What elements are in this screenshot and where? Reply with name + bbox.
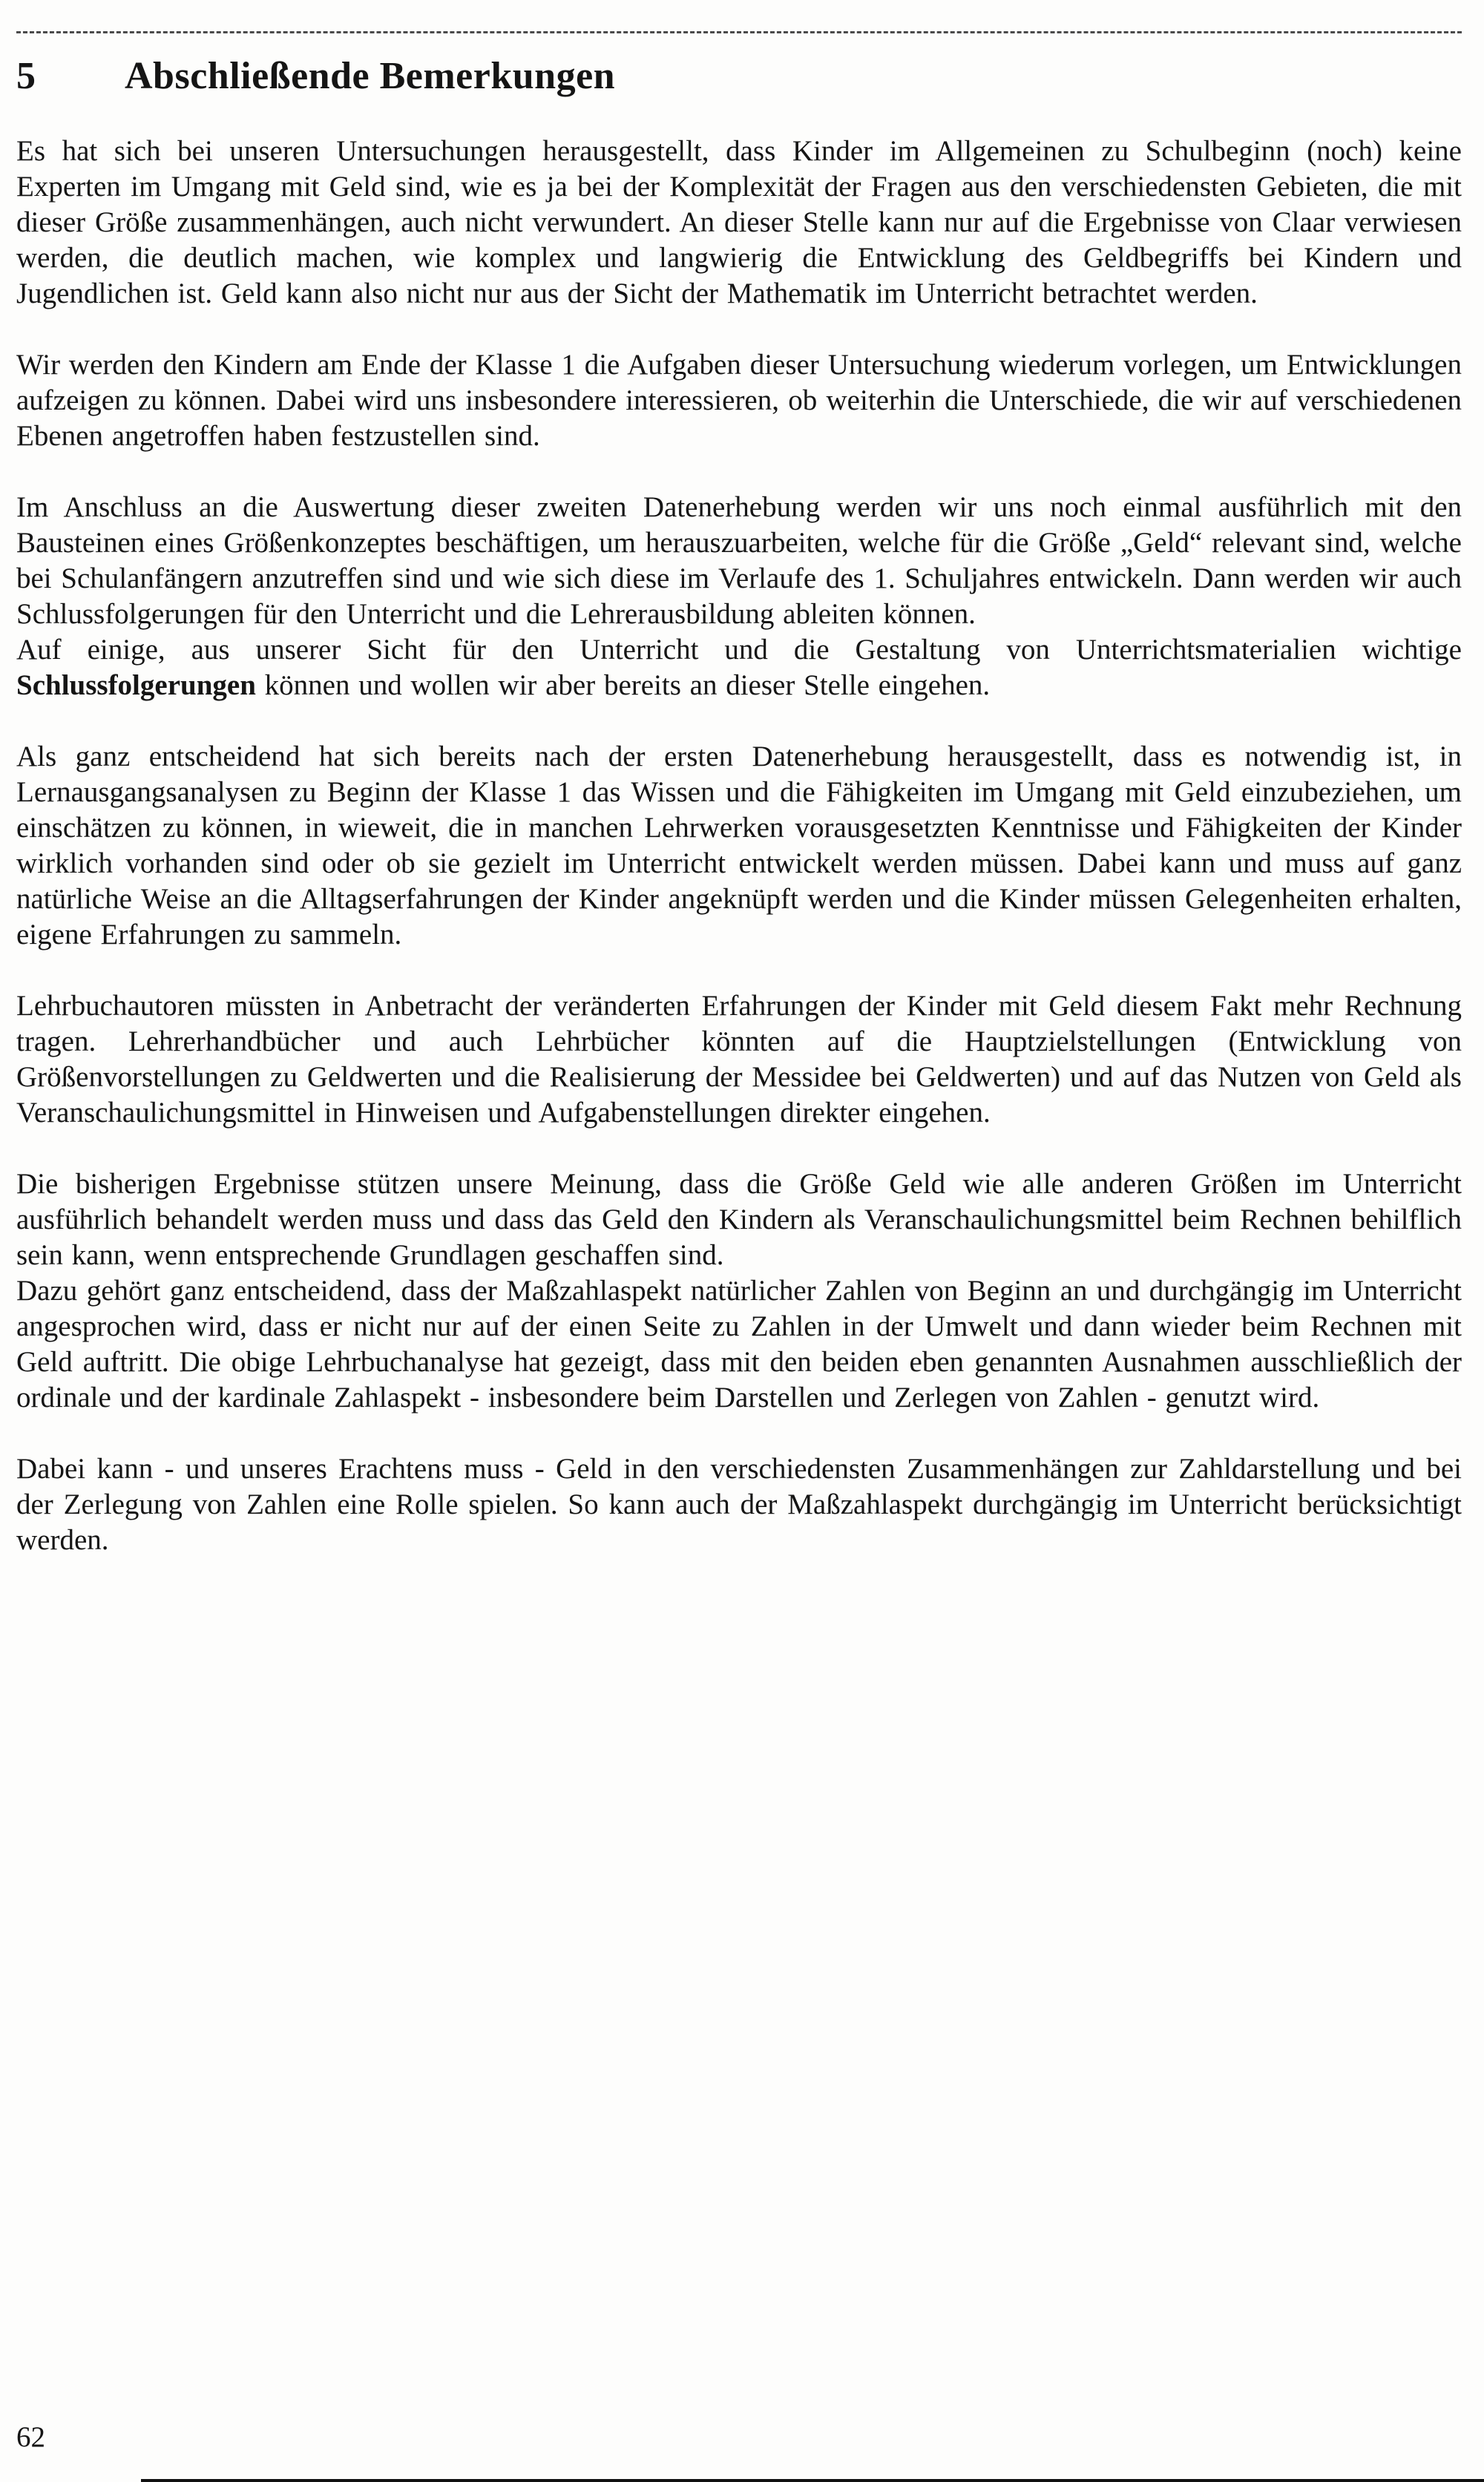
section-number: 5 (16, 55, 36, 97)
page-number: 62 (16, 2421, 45, 2453)
paragraph-1: Es hat sich bei unseren Untersuchungen herausgestellt, dass Kinder im Allgemeinen zu Schulbeginn (noch) keine Experten im Umgang mit Geld sind, wie es ja bei der Komplexität der Fragen aus den verschiedensten Gebieten, die mit dieser Größe zusammenhängen, auch nicht verwundert. An dieser Stelle kann nur auf die Ergebnisse von Claar verwiesen werden, die deutlich machen, wie komplex und langwierig die Entwicklung des Geldbegriffs bei Kindern und Jugendlichen ist. Geld kann also nicht nur aus der Sicht der Mathematik im Unterricht betrachtet werden. (16, 135, 1462, 309)
paragraph-2: Wir werden den Kindern am Ende der Klasse 1 die Aufgaben dieser Untersuchung wiederum vorlegen, um Entwicklungen aufzeigen zu können. Dabei wird uns insbesondere interessieren, ob weiterhin die Unterschiede, die wir auf verschiedenen Ebenen angetroffen haben festzustellen sind. (16, 349, 1462, 452)
paragraph-4-pre: Auf einige, aus unserer Sicht für den Unterricht und die Gestaltung von Unterrichtsmaterialien wichtige (16, 634, 1462, 666)
top-dashed-rule (16, 31, 1462, 33)
paragraph-4 (16, 632, 1462, 703)
paragraph-5: Als ganz entscheidend hat sich bereits nach der ersten Datenerhebung herausgestellt, dass es notwendig ist, in Lernausgangsanalysen zu Beginn der Klasse 1 das Wissen und die Fähigkeiten im Umgang mit Geld einzubeziehen, um einschätzen zu können, in wieweit, die in manchen Lehrwerken vorausgesetzten Kenntnisse und Fähigkeiten der Kinder wirklich vorhanden sind oder ob sie gezielt im Unterricht entwickelt werden müssen. Dabei kann und muss auf ganz natürliche Weise an die Alltagserfahrungen der Kinder angeknüpft werden und die Kinder müssen Gelegenheiten erhalten, eigene Erfahrungen zu sammeln. (16, 741, 1462, 951)
paragraph-3: Im Anschluss an die Auswertung dieser zweiten Datenerhebung werden wir uns noch einmal ausführlich mit den Bausteinen eines Größenkonzeptes beschäftigen, um herauszuarbeiten, welche für die Größe „Geld“ relevant sind, welche bei Schulanfängern anzutreffen sind und wie sich diese im Verlaufe des 1. Schuljahres entwickeln. Dann werden wir auch Schlussfolgerungen für den Unterricht und die Lehrerausbildung ableiten können. (16, 491, 1462, 630)
paragraph-4-post: können und wollen wir aber bereits an dieser Stelle eingehen. (255, 669, 991, 701)
body-text (16, 134, 1462, 1558)
paragraph-9: Dabei kann - und unseres Erachtens muss - Geld in den verschiedensten Zusammenhängen zur Zahldarstellung und bei der Zerlegung von Zahlen eine Rolle spielen. So kann auch der Maßzahlaspekt durchgängig im Unterricht berücksichtigt werden. (16, 1453, 1462, 1556)
section-heading (16, 54, 1462, 98)
section-title: Abschließende Bemerkungen (125, 55, 616, 97)
paragraph-8: Dazu gehört ganz entscheidend, dass der Maßzahlaspekt natürlicher Zahlen von Beginn an und durchgängig im Unterricht angesprochen wird, dass er nicht nur auf der einen Seite zu Zahlen in der Umwelt und dann wieder beim Rechnen mit Geld auftritt. Die obige Lehrbuchanalyse hat gezeigt, dass mit den beiden eben genannten Ausnahmen ausschließlich der ordinale und der kardinale Zahlaspekt - insbesondere beim Darstellen und Zerlegen von Zahlen - genutzt wird. (16, 1275, 1462, 1414)
paragraph-6: Lehrbuchautoren müssten in Anbetracht der veränderten Erfahrungen der Kinder mit Geld diesem Fakt mehr Rechnung tragen. Lehrerhandbücher und auch Lehrbücher könnten auf die Hauptzielstellungen (Entwicklung von Größenvorstellungen zu Geldwerten und die Realisierung der Messidee bei Geldwerten) und auf das Nutzen von Geld als Veranschaulichungsmittel in Hinweisen und Aufgabenstellungen direkter eingehen. (16, 990, 1462, 1129)
paragraph-4-bold-term: Schlussfolgerungen (16, 669, 256, 701)
bottom-edge-rule (141, 2479, 1484, 2482)
paragraph-7: Die bisherigen Ergebnisse stützen unsere Meinung, dass die Größe Geld wie alle anderen Größen im Unterricht ausführlich behandelt werden muss und dass das Geld den Kindern als Veranschaulichungsmittel beim Rechnen behilflich sein kann, wenn entsprechende Grundlagen geschaffen sind. (16, 1168, 1462, 1271)
